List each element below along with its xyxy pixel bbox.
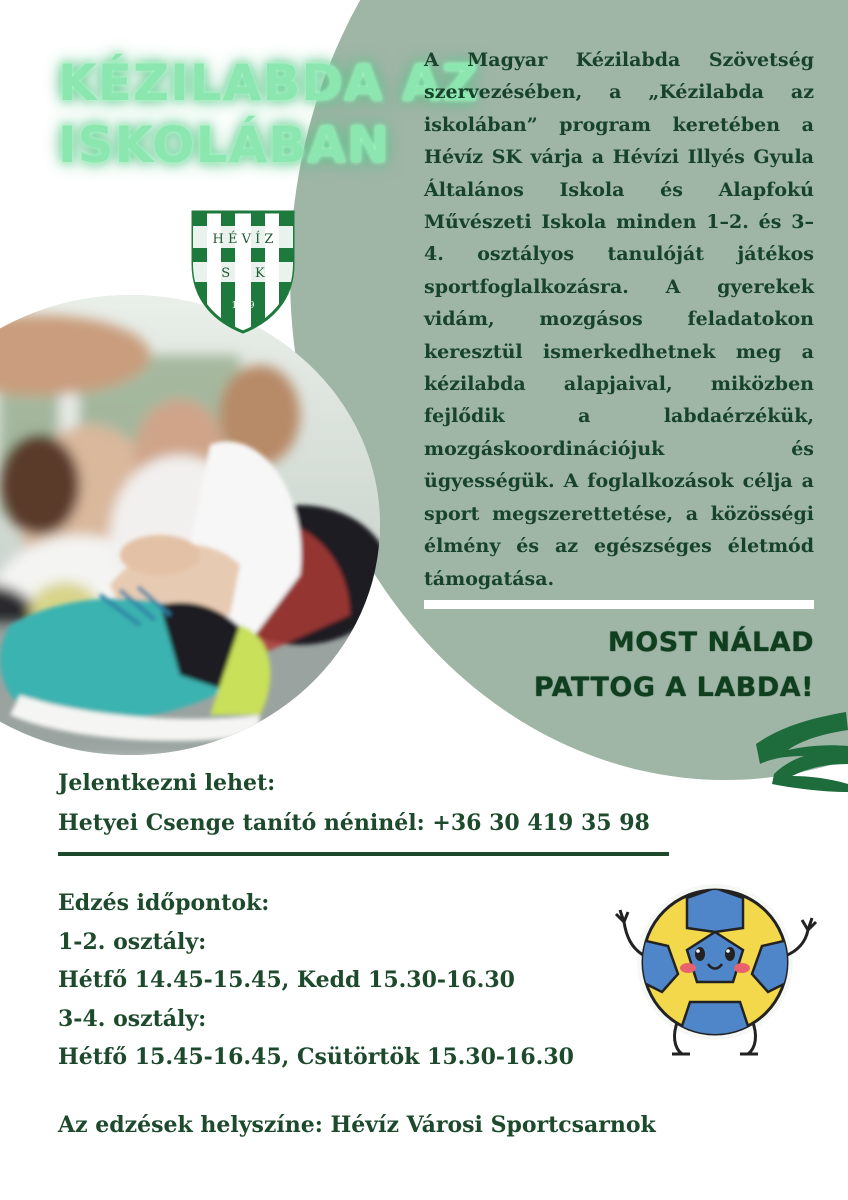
contact-label: Jelentkezni lehet: [58, 770, 276, 796]
schedule-heading: Edzés időpontok: [58, 890, 270, 916]
title-line-2: ISKOLÁBAN [58, 116, 390, 174]
schedule-group2-times: Hétfő 15.45-16.45, Csütörtök 15.30-16.30 [58, 1044, 574, 1070]
crest-year: 1949 [231, 301, 255, 311]
slogan-line-1: MOST NÁLAD [607, 627, 814, 658]
venue-line: Az edzések helyszíne: Hévíz Városi Sportcsarnok [58, 1112, 656, 1138]
crest-letters-top: H É V Í Z [212, 232, 274, 247]
crest-letters-mid: S K [221, 266, 265, 281]
green-brush-stroke-icon [752, 700, 848, 796]
page-title [58, 52, 479, 176]
smiling-handball-mascot-icon [612, 870, 818, 1066]
schedule-group2-label: 3-4. osztály: [58, 1005, 207, 1032]
program-description: A Magyar Kézilabda Szövetség szervezésében, a „Kézilabda az iskolában” program keretében a Hévíz SK várja a Hévízi Illyés Gyula Általános Iskola és Alapfokú Művészeti Iskola minden 1–2. és 3–4. osztályos tanulóját játékos sportfoglalkozásra. A gyerekek vidám, mozgásos feladatokon keresztül ismerkedhetnek meg a kézilabda alapjaival, miközben fejlődik a labdaérzékük, mozgáskoordinációjuk és ügyességük. A foglalkozások célja a sport megszerettetése, a közösségi élmény és az egészséges életmód támogatása. [424, 49, 814, 590]
contact-phone-line: Hetyei Csenge tanító néninél: +36 30 419 35 98 [58, 810, 650, 836]
title-line-1: KÉZILABDA AZ [58, 54, 479, 112]
schedule-group1-label: 1-2. osztály: [58, 928, 207, 955]
green-divider [58, 852, 669, 856]
hevis-sk-crest-icon [188, 204, 298, 336]
slogan-line-2: PATTOG A LABDA! [533, 672, 814, 703]
schedule-group1-times: Hétfő 14.45-15.45, Kedd 15.30-16.30 [58, 967, 515, 993]
white-divider [424, 600, 814, 609]
training-schedule [58, 884, 574, 1077]
slogan [440, 620, 814, 710]
